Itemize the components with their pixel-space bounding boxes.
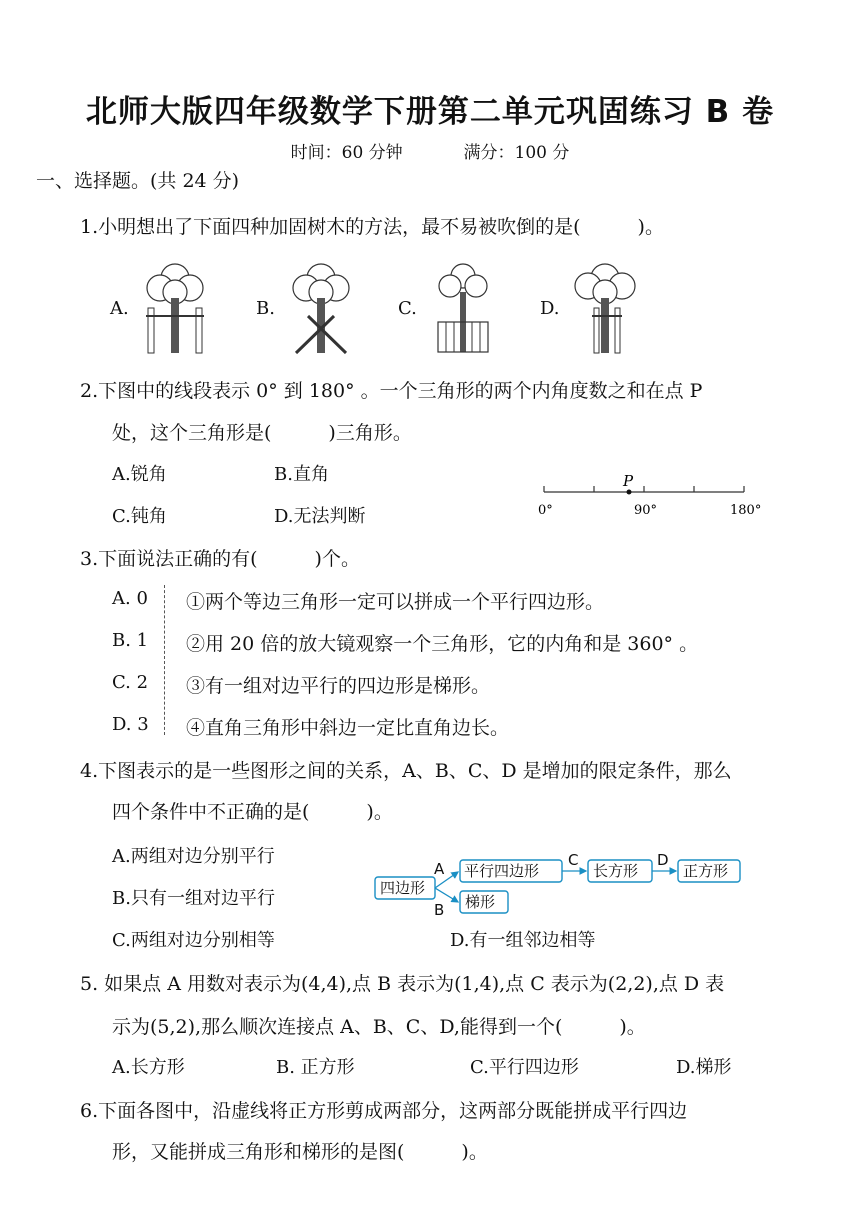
tree-b-illustration: [276, 258, 366, 358]
question-6-line2: 形，又能拼成三角形和梯形的是图( )。: [112, 1141, 488, 1163]
node-trapezoid-label: 梯形: [465, 893, 496, 911]
question-3-text: 3.下面说法正确的有( )个。: [80, 548, 360, 570]
exam-meta: [0, 138, 860, 163]
axis-tick-0: 0°: [538, 503, 553, 518]
q3-option-a: A. 0: [112, 588, 148, 609]
q3-statement-3: ③有一组对边平行的四边形是梯形。: [186, 675, 491, 697]
q3-statement-1: ①两个等边三角形一定可以拼成一个平行四边形。: [186, 591, 605, 613]
page-title: 北师大版四年级数学下册第二单元巩固练习 B 卷: [85, 94, 775, 130]
question-5-line2: 示为(5,2),那么顺次连接点 A、B、C、D,能得到一个( )。: [112, 1016, 646, 1038]
q4-option-d: D.有一组邻边相等: [450, 930, 596, 951]
node-rectangle-label: 长方形: [593, 862, 639, 880]
question-6-line1: 6.下面各图中，沿虚线将正方形剪成两部分，这两部分既能拼成平行四边: [80, 1100, 688, 1122]
q3-option-b: B. 1: [112, 630, 149, 651]
edge-label-a: A: [434, 860, 445, 878]
q2-option-b: B.直角: [274, 464, 329, 485]
exam-score: 满分：100 分: [463, 143, 570, 163]
q4-option-a: A.两组对边分别平行: [112, 846, 275, 867]
question-5-line1: 5. 如果点 A 用数对表示为(4,4),点 B 表示为(1,4),点 C 表示为(2,2),点 D 表: [80, 973, 725, 995]
edge-label-c: C: [568, 851, 579, 869]
q5-option-b: B. 正方形: [276, 1057, 355, 1078]
tree-label-d: D.: [540, 298, 560, 319]
question-4-line1: 4.下图表示的是一些图形之间的关系，A、B、C、D 是增加的限定条件，那么: [80, 760, 732, 782]
q3-option-d: D. 3: [112, 714, 149, 735]
node-quadrilateral-label: 四边形: [380, 879, 426, 897]
tree-d-illustration: [560, 258, 650, 358]
q2-option-c: C.钝角: [112, 506, 167, 527]
tree-label-c: C.: [398, 298, 417, 319]
q5-option-c: C.平行四边形: [470, 1057, 579, 1078]
question-2-line1: 2.下图中的线段表示 0° 到 180° 。一个三角形的两个内角度数之和在点 P: [80, 380, 703, 402]
q3-statement-2: ②用 20 倍的放大镜观察一个三角形，它的内角和是 360° 。: [186, 633, 699, 655]
q3-option-c: C. 2: [112, 672, 149, 693]
question-4-line2: 四个条件中不正确的是( )。: [112, 801, 393, 823]
q5-option-d: D.梯形: [676, 1057, 732, 1078]
point-p-label: P: [623, 472, 634, 490]
q4-option-c: C.两组对边分别相等: [112, 930, 275, 951]
q2-option-a: A.锐角: [112, 464, 167, 485]
q3-dashed-divider: [164, 585, 165, 735]
quadrilateral-relation-diagram: [374, 852, 744, 918]
tree-label-a: A.: [110, 298, 129, 319]
edge-label-d: D: [657, 851, 669, 869]
tree-label-b: B.: [256, 298, 275, 319]
tree-c-illustration: [418, 258, 508, 358]
node-parallelogram-label: 平行四边形: [464, 862, 540, 880]
q4-option-b: B.只有一组对边平行: [112, 888, 275, 909]
axis-tick-90: 90°: [634, 503, 658, 518]
exam-time: 时间：60 分钟: [290, 143, 403, 163]
node-square-label: 正方形: [683, 862, 729, 880]
q3-statement-4: ④直角三角形中斜边一定比直角边长。: [186, 717, 510, 739]
q5-option-a: A.长方形: [112, 1057, 185, 1078]
question-2-line2: 处，这个三角形是( )三角形。: [112, 422, 412, 444]
axis-tick-180: 180°: [730, 503, 762, 518]
section-heading: 一、选择题。(共 24 分): [36, 170, 240, 192]
edge-label-b: B: [434, 901, 445, 919]
tree-a-illustration: [130, 258, 220, 358]
angle-number-line: [536, 472, 776, 524]
question-1-text: 1.小明想出了下面四种加固树木的方法，最不易被吹倒的是( )。: [80, 216, 664, 238]
q2-option-d: D.无法判断: [274, 506, 366, 527]
point-p-marker: [627, 490, 632, 495]
